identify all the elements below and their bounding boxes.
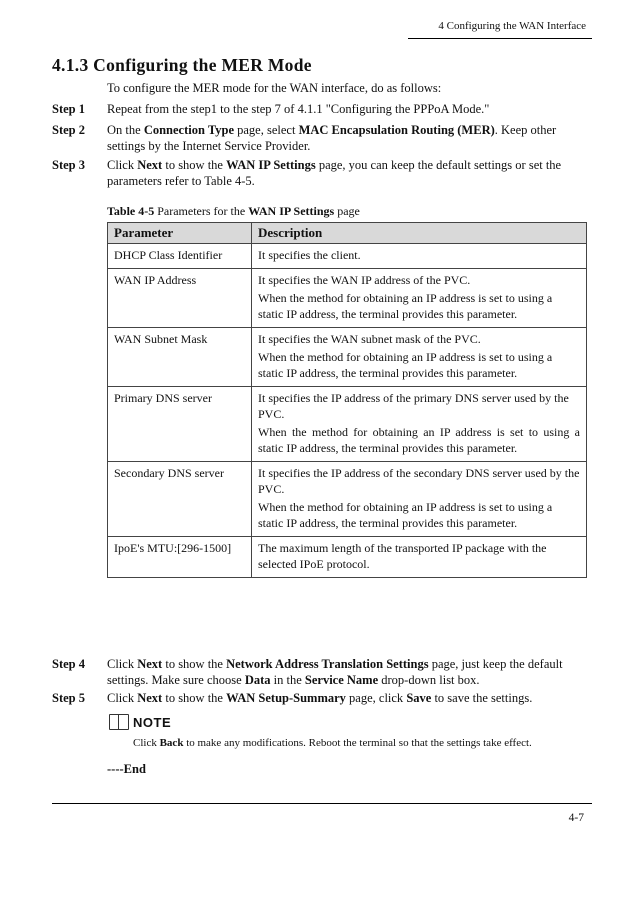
page-number: 4-7 bbox=[568, 812, 584, 824]
param-cell: DHCP Class Identifier bbox=[108, 244, 252, 269]
step-body: Repeat from the step1 to the step 7 of 4.1.1 "Configuring the PPPoA Mode." bbox=[107, 102, 490, 116]
book-icon bbox=[109, 714, 129, 730]
table-row bbox=[108, 244, 587, 269]
step-label: Step 2 bbox=[52, 123, 85, 137]
table-caption: Table 4-5 Parameters for the WAN IP Settings page bbox=[107, 204, 360, 218]
step-3 bbox=[52, 157, 592, 189]
step-body: Click Next to show the WAN IP Settings page, you can keep the default settings or set the parameters refer to Table 4-5. bbox=[107, 158, 562, 188]
section-title: 4.1.3 Configuring the MER Mode bbox=[52, 55, 312, 75]
end-marker: ----End bbox=[107, 762, 146, 776]
header-rule bbox=[408, 38, 592, 39]
param-cell: Primary DNS server bbox=[108, 387, 252, 462]
step-label: Step 5 bbox=[52, 691, 85, 705]
footer-rule bbox=[52, 803, 592, 804]
desc-cell: It specifies the IP address of the secondary DNS server used by the PVC. When the method for obtaining an IP address is set to using a static IP address, the terminal provides this parameter. bbox=[252, 462, 587, 537]
table-row bbox=[108, 387, 587, 462]
intro-text: To configure the MER mode for the WAN interface, do as follows: bbox=[107, 81, 442, 95]
param-cell: IpoE's MTU:[296-1500] bbox=[108, 537, 252, 578]
note-header bbox=[109, 714, 171, 730]
step-body: On the Connection Type page, select MAC Encapsulation Routing (MER). Keep other settings by the Internet Service Provider. bbox=[107, 123, 557, 153]
step-label: Step 1 bbox=[52, 102, 85, 116]
step-2 bbox=[52, 122, 592, 154]
param-cell: WAN IP Address bbox=[108, 269, 252, 328]
table-header-row bbox=[108, 223, 587, 244]
desc-cell: It specifies the client. bbox=[252, 244, 587, 269]
table-row bbox=[108, 269, 587, 328]
desc-cell: It specifies the IP address of the primary DNS server used by the PVC. When the method for obtaining an IP address is set to using a static IP address, the terminal provides this parameter. bbox=[252, 387, 587, 462]
step-body: Click Next to show the Network Address Translation Settings page, just keep the default settings. Make sure choose Data in the Service Name drop-down list box. bbox=[107, 657, 563, 687]
step-1 bbox=[52, 101, 592, 117]
param-cell: WAN Subnet Mask bbox=[108, 328, 252, 387]
table-row bbox=[108, 462, 587, 537]
desc-cell: It specifies the WAN subnet mask of the PVC. When the method for obtaining an IP address is set to using a static IP address, the terminal provides this parameter. bbox=[252, 328, 587, 387]
note-label: NOTE bbox=[133, 714, 172, 730]
parameters-table bbox=[107, 222, 587, 578]
param-cell: Secondary DNS server bbox=[108, 462, 252, 537]
note-text: Click Back to make any modifications. Reboot the terminal so that the settings take effect. bbox=[133, 737, 532, 749]
header-description: Description bbox=[252, 223, 587, 244]
step-body: Click Next to show the WAN Setup-Summary page, click Save to save the settings. bbox=[107, 691, 533, 705]
desc-cell: It specifies the WAN IP address of the PVC. When the method for obtaining an IP address is set to using a static IP address, the terminal provides this parameter. bbox=[252, 269, 587, 328]
header-chapter: 4 Configuring the WAN Interface bbox=[438, 20, 586, 32]
step-label: Step 3 bbox=[52, 158, 85, 172]
header-parameter: Parameter bbox=[108, 223, 252, 244]
step-label: Step 4 bbox=[52, 657, 85, 671]
table-row bbox=[108, 328, 587, 387]
desc-cell: The maximum length of the transported IP package with the selected IPoE protocol. bbox=[252, 537, 587, 578]
step-5 bbox=[52, 690, 592, 706]
step-4 bbox=[52, 656, 592, 688]
table-row bbox=[108, 537, 587, 578]
